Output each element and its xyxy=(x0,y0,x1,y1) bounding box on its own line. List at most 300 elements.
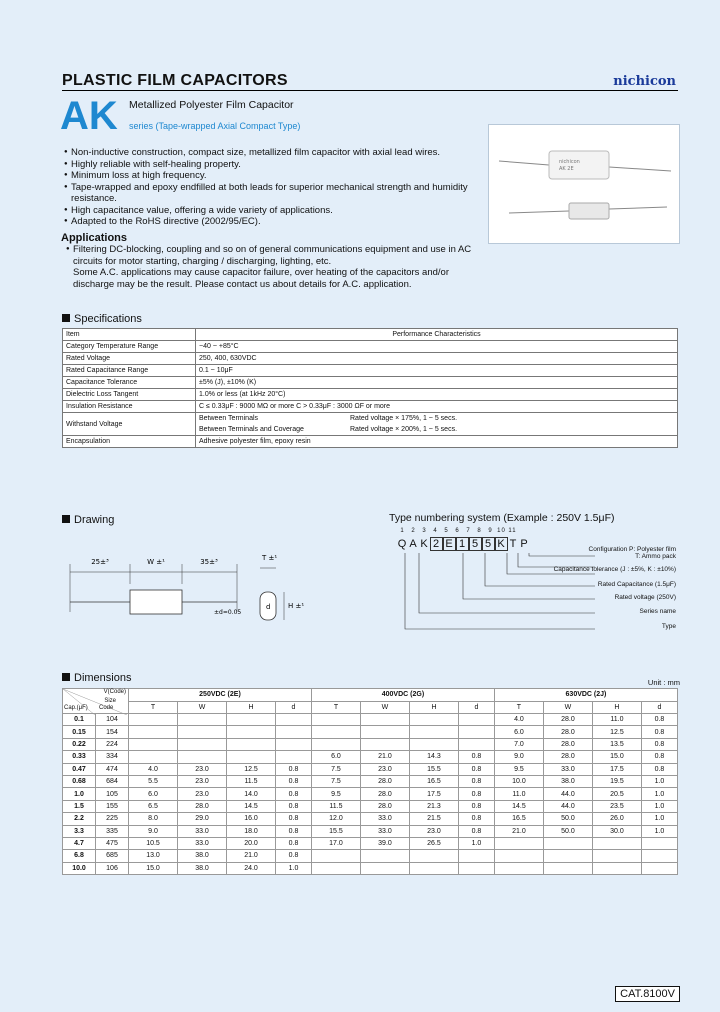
table-cell: 44.0 xyxy=(543,800,592,812)
table-row xyxy=(63,862,678,874)
table-cell: 0.8 xyxy=(276,813,312,825)
table-cell: 475 xyxy=(96,837,129,849)
series-code: AK xyxy=(60,94,118,138)
table-cell: 17.5 xyxy=(409,788,458,800)
table-cell: 18.0 xyxy=(227,825,276,837)
table-cell: 5.5 xyxy=(129,775,178,787)
table-cell: 29.0 xyxy=(178,813,227,825)
table-cell: 684 xyxy=(96,775,129,787)
table-cell: 106 xyxy=(96,862,129,874)
table-header: W xyxy=(178,701,227,714)
table-cell: 50.0 xyxy=(543,813,592,825)
table-cell xyxy=(311,862,360,874)
table-row xyxy=(63,825,678,837)
table-cell: 10.0 xyxy=(494,775,543,787)
position-number: 4 xyxy=(433,528,438,534)
corner-label: V(Code) xyxy=(103,689,126,695)
table-cell: 28.0 xyxy=(543,738,592,750)
specifications-heading xyxy=(62,313,142,325)
position-number: 6 xyxy=(455,528,460,534)
table-row xyxy=(63,353,678,365)
table-cell: −40 ~ +85°C xyxy=(196,341,678,353)
table-cell: 33.0 xyxy=(178,825,227,837)
dim-label: T ±¹ xyxy=(262,554,278,562)
table-cell: 38.0 xyxy=(178,850,227,862)
table-cell: 28.0 xyxy=(178,800,227,812)
table-cell: 685 xyxy=(96,850,129,862)
table-cell: 12.5 xyxy=(227,763,276,775)
table-cell: Rated Capacitance Range xyxy=(63,365,196,377)
list-item: ● High capacitance value, offering a wide variety of applications. xyxy=(64,205,484,217)
table-header: T xyxy=(129,701,178,714)
table-cell xyxy=(276,751,312,763)
table-cell: 11.0 xyxy=(494,788,543,800)
page-title: PLASTIC FILM CAPACITORS xyxy=(62,72,288,89)
dim-label: 35±³ xyxy=(200,558,218,566)
code-char: 5 xyxy=(469,537,482,551)
table-cell: 1.0 xyxy=(641,800,677,812)
table-cell: 14.5 xyxy=(227,800,276,812)
table-cell: 0.8 xyxy=(276,850,312,862)
code-char: 1 xyxy=(456,537,469,551)
code-char: A xyxy=(409,538,418,550)
table-cell xyxy=(458,726,494,738)
table-row xyxy=(63,738,678,750)
list-item: ● Adapted to the RoHS directive (2002/95/EC). xyxy=(64,216,484,228)
table-cell xyxy=(409,714,458,726)
table-cell xyxy=(129,738,178,750)
table-header: Performance Characteristics xyxy=(196,329,678,341)
label-capacitance: Rated Capacitance (1.5μF) xyxy=(597,581,676,588)
table-cell xyxy=(178,714,227,726)
table-cell: 17.0 xyxy=(311,837,360,849)
table-cell: 4.0 xyxy=(494,714,543,726)
section-title: Dimensions xyxy=(74,672,132,684)
table-row xyxy=(63,714,678,726)
product-subtitle: Metallized Polyester Film Capacitor xyxy=(129,99,294,111)
label-series: Series name xyxy=(639,608,676,615)
table-cell xyxy=(543,850,592,862)
position-number: 9 xyxy=(488,528,493,534)
table-cell: 154 xyxy=(96,726,129,738)
table-cell: Insulation Resistance xyxy=(63,401,196,413)
table-cell: 15.5 xyxy=(311,825,360,837)
table-cell: Category Temperature Range xyxy=(63,341,196,353)
table-cell: 13.5 xyxy=(592,738,641,750)
brand-logo: nichicon xyxy=(613,74,676,89)
table-cell xyxy=(360,850,409,862)
table-cell: 23.0 xyxy=(360,763,409,775)
section-marker-icon xyxy=(62,673,70,681)
label-configuration xyxy=(540,546,676,560)
table-cell: 155 xyxy=(96,800,129,812)
dim-label: H ±¹ xyxy=(288,602,305,610)
table-row xyxy=(63,800,678,812)
label-text: T: Ammo pack xyxy=(635,553,676,560)
table-cell: 0.8 xyxy=(641,751,677,763)
table-cell: 250, 400, 630VDC xyxy=(196,353,678,365)
capacitor-body xyxy=(130,590,182,614)
table-cell: 23.0 xyxy=(178,763,227,775)
applications-note: Some A.C. applications may cause capacitor failure, over heating of the capacitors and/or discharge may be the result. Please contact us about details for A.C. application. xyxy=(73,267,449,290)
table-cell: 24.0 xyxy=(227,862,276,874)
table-cell: 105 xyxy=(96,788,129,800)
table-cell xyxy=(276,726,312,738)
table-cell: 21.0 xyxy=(360,751,409,763)
table-cell: 6.5 xyxy=(129,800,178,812)
table-cell: 0.8 xyxy=(641,763,677,775)
table-header: W xyxy=(543,701,592,714)
section-marker-icon xyxy=(62,314,70,322)
table-cell: Rated voltage × 175%, 1 ~ 5 secs. xyxy=(347,413,678,425)
table-row xyxy=(63,389,678,401)
voltage-group-header: 630VDC (2J) xyxy=(494,689,677,702)
table-row xyxy=(63,788,678,800)
applications-text xyxy=(66,244,486,290)
table-cell: 33.0 xyxy=(360,813,409,825)
table-cell: 0.33 xyxy=(63,751,96,763)
table-cell: 23.0 xyxy=(178,775,227,787)
table-cell: 44.0 xyxy=(543,788,592,800)
table-cell: 28.0 xyxy=(543,751,592,763)
table-cell xyxy=(409,726,458,738)
table-cell: 0.8 xyxy=(276,775,312,787)
table-cell: 8.0 xyxy=(129,813,178,825)
table-cell: 39.0 xyxy=(360,837,409,849)
title-rule xyxy=(62,90,678,91)
table-cell: 20.5 xyxy=(592,788,641,800)
table-cell xyxy=(178,738,227,750)
table-cell: Encapsulation xyxy=(63,436,196,448)
table-cell xyxy=(543,837,592,849)
table-cell xyxy=(360,862,409,874)
applications-bullet: ● Filtering DC-blocking, coupling and so on of general communications equipment and use in AC circuits for motor starting, charging / discharging, lighting, etc. xyxy=(66,244,486,267)
table-cell: 4.0 xyxy=(129,763,178,775)
table-cell xyxy=(494,837,543,849)
table-header: H xyxy=(409,701,458,714)
table-cell: 2.2 xyxy=(63,813,96,825)
table-cell: Dielectric Loss Tangent xyxy=(63,389,196,401)
table-cell: 0.8 xyxy=(458,800,494,812)
feature-list xyxy=(64,147,484,228)
dim-label: W ±¹ xyxy=(147,558,165,566)
voltage-group-header: 400VDC (2G) xyxy=(311,689,494,702)
table-cell xyxy=(592,850,641,862)
table-cell: 21.5 xyxy=(409,813,458,825)
label-text: P: Polyester film xyxy=(629,546,676,553)
position-number: 3 xyxy=(422,528,427,534)
table-cell: 7.0 xyxy=(494,738,543,750)
table-row xyxy=(63,377,678,389)
table-cell xyxy=(178,751,227,763)
code-char: K xyxy=(420,538,429,550)
svg-text:nichicon: nichicon xyxy=(559,159,580,165)
table-cell: 1.0 xyxy=(458,837,494,849)
table-cell xyxy=(360,726,409,738)
table-cell xyxy=(311,850,360,862)
dimensions-table xyxy=(62,688,678,875)
table-cell: 26.5 xyxy=(409,837,458,849)
table-cell: 12.0 xyxy=(311,813,360,825)
table-cell: 0.8 xyxy=(276,837,312,849)
table-cell: C ≤ 0.33μF : 9000 MΩ or more C > 0.33μF : 3000 ΩF or more xyxy=(196,401,678,413)
table-cell: 1.5 xyxy=(63,800,96,812)
position-number: 10 xyxy=(497,528,506,534)
table-cell xyxy=(129,751,178,763)
table-cell: 14.0 xyxy=(227,788,276,800)
table-header: W xyxy=(360,701,409,714)
position-number: 7 xyxy=(466,528,471,534)
table-cell: 23.0 xyxy=(409,825,458,837)
table-cell: 3.3 xyxy=(63,825,96,837)
table-cell: Withstand Voltage xyxy=(63,413,196,436)
table-cell: 1.0% or less (at 1kHz 20°C) xyxy=(196,389,678,401)
table-row xyxy=(63,341,678,353)
table-cell: 0.8 xyxy=(458,788,494,800)
table-row xyxy=(63,837,678,849)
table-cell xyxy=(227,714,276,726)
table-cell: 0.8 xyxy=(641,726,677,738)
table-cell: 4.7 xyxy=(63,837,96,849)
table-cell: 11.0 xyxy=(592,714,641,726)
table-corner xyxy=(63,689,129,714)
table-cell: 14.5 xyxy=(494,800,543,812)
code-char: T xyxy=(509,538,518,550)
table-cell: 0.8 xyxy=(641,738,677,750)
table-cell: 23.5 xyxy=(592,800,641,812)
table-cell: 225 xyxy=(96,813,129,825)
table-cell: 21.3 xyxy=(409,800,458,812)
svg-text:AK 2E: AK 2E xyxy=(559,166,574,172)
table-row xyxy=(63,763,678,775)
table-cell: 0.8 xyxy=(458,763,494,775)
type-code xyxy=(397,537,530,551)
table-row xyxy=(63,775,678,787)
table-cell xyxy=(227,751,276,763)
table-cell: Between Terminals and Coverage xyxy=(196,424,348,436)
table-cell xyxy=(641,850,677,862)
table-cell: Rated Voltage xyxy=(63,353,196,365)
table-cell xyxy=(311,738,360,750)
table-cell: 15.0 xyxy=(129,862,178,874)
table-cell xyxy=(360,738,409,750)
table-cell: 9.0 xyxy=(494,751,543,763)
table-header: H xyxy=(592,701,641,714)
dimension-drawing xyxy=(62,540,322,650)
list-item: ● Non-inductive construction, compact size, metallized film capacitor with axial lead wires. xyxy=(64,147,484,159)
table-cell xyxy=(458,850,494,862)
table-cell: 334 xyxy=(96,751,129,763)
table-cell: 15.5 xyxy=(409,763,458,775)
table-row xyxy=(63,751,678,763)
table-cell: Adhesive polyester film, epoxy resin xyxy=(196,436,678,448)
table-cell: 1.0 xyxy=(641,825,677,837)
position-number: 8 xyxy=(477,528,482,534)
table-cell xyxy=(311,726,360,738)
table-cell: ±5% (J), ±10% (K) xyxy=(196,377,678,389)
table-cell xyxy=(409,862,458,874)
table-row xyxy=(63,701,678,714)
table-cell: 0.8 xyxy=(276,825,312,837)
table-cell: 13.0 xyxy=(129,850,178,862)
table-cell: Capacitance Tolerance xyxy=(63,377,196,389)
table-header: Item xyxy=(63,329,196,341)
table-cell: 9.0 xyxy=(129,825,178,837)
table-cell xyxy=(227,726,276,738)
corner-label: Size xyxy=(104,698,116,704)
table-cell xyxy=(129,726,178,738)
table-cell: 15.0 xyxy=(592,751,641,763)
table-row xyxy=(63,401,678,413)
table-cell: 28.0 xyxy=(543,726,592,738)
table-cell: 1.0 xyxy=(63,788,96,800)
table-header: d xyxy=(641,701,677,714)
catalog-number: CAT.8100V xyxy=(615,986,680,1002)
table-cell: Between Terminals xyxy=(196,413,348,425)
voltage-group-header: 250VDC (2E) xyxy=(129,689,312,702)
table-cell: 0.68 xyxy=(63,775,96,787)
table-cell: 38.0 xyxy=(543,775,592,787)
label-voltage: Rated voltage (250V) xyxy=(614,594,676,601)
table-header: H xyxy=(227,701,276,714)
table-cell: 28.0 xyxy=(360,788,409,800)
position-number: 1 xyxy=(400,528,405,534)
table-cell: 21.0 xyxy=(227,850,276,862)
table-cell: 0.8 xyxy=(458,813,494,825)
table-cell: Rated voltage × 200%, 1 ~ 5 secs. xyxy=(347,424,678,436)
label-text: Configuration xyxy=(588,546,628,553)
table-cell xyxy=(276,714,312,726)
table-cell xyxy=(178,726,227,738)
table-cell: 0.47 xyxy=(63,763,96,775)
list-item: ● Tape-wrapped and epoxy endfilled at both leads for superior mechanical strength and humidity resistance. xyxy=(64,182,484,205)
table-cell: 224 xyxy=(96,738,129,750)
table-header: d xyxy=(276,701,312,714)
table-row xyxy=(63,413,678,425)
table-cell: 9.5 xyxy=(494,763,543,775)
position-number: 11 xyxy=(508,528,517,534)
table-cell xyxy=(458,862,494,874)
table-cell: 9.5 xyxy=(311,788,360,800)
label-tolerance: Capacitance tolerance (J : ±5%, K : ±10%) xyxy=(553,566,676,573)
table-cell: 17.5 xyxy=(592,763,641,775)
table-cell: 23.0 xyxy=(178,788,227,800)
dimensions-body xyxy=(63,714,678,875)
table-cell: 0.8 xyxy=(641,714,677,726)
dim-label: 25±³ xyxy=(91,558,109,566)
lead-label: ±d=0.05 xyxy=(214,609,242,616)
table-cell: 16.0 xyxy=(227,813,276,825)
table-header: T xyxy=(494,701,543,714)
table-cell: 1.0 xyxy=(276,862,312,874)
table-cell xyxy=(360,714,409,726)
code-char: E xyxy=(443,537,456,551)
table-cell: 14.3 xyxy=(409,751,458,763)
table-cell xyxy=(458,738,494,750)
table-row xyxy=(63,436,678,448)
table-cell: 6.0 xyxy=(129,788,178,800)
table-cell: 1.0 xyxy=(641,813,677,825)
table-cell: 11.5 xyxy=(227,775,276,787)
table-row xyxy=(63,365,678,377)
table-cell: 0.8 xyxy=(276,763,312,775)
corner-label: Cap.(μF) xyxy=(64,705,88,711)
table-row xyxy=(63,689,678,702)
table-cell: 21.0 xyxy=(494,825,543,837)
table-cell: 16.5 xyxy=(494,813,543,825)
type-numbering-heading: Type numbering system (Example : 250V 1.5μF) xyxy=(389,512,615,524)
product-photo xyxy=(488,124,680,244)
table-row xyxy=(63,726,678,738)
table-cell: 1.0 xyxy=(641,788,677,800)
table-cell: 0.8 xyxy=(458,751,494,763)
table-cell: 0.1 ~ 10μF xyxy=(196,365,678,377)
table-cell: 33.0 xyxy=(543,763,592,775)
table-row xyxy=(63,329,678,341)
corner-label: Code xyxy=(99,705,114,711)
position-number: 2 xyxy=(411,528,416,534)
table-cell: 6.0 xyxy=(494,726,543,738)
capacitor-illustration xyxy=(489,125,679,243)
table-cell xyxy=(494,862,543,874)
table-cell: 6.8 xyxy=(63,850,96,862)
table-cell: 6.0 xyxy=(311,751,360,763)
table-row xyxy=(63,850,678,862)
table-cell: 38.0 xyxy=(178,862,227,874)
list-item: ● Minimum loss at high frequency. xyxy=(64,170,484,182)
table-cell xyxy=(276,738,312,750)
table-cell: 28.0 xyxy=(360,800,409,812)
unit-label: Unit : mm xyxy=(647,678,680,687)
table-cell xyxy=(592,837,641,849)
table-cell: 28.0 xyxy=(360,775,409,787)
section-title: Drawing xyxy=(74,514,115,526)
table-cell: 28.0 xyxy=(543,714,592,726)
position-numbers xyxy=(397,528,518,534)
table-cell: 7.5 xyxy=(311,763,360,775)
table-cell xyxy=(494,850,543,862)
table-cell: 7.5 xyxy=(311,775,360,787)
table-row xyxy=(63,813,678,825)
table-cell: 0.8 xyxy=(458,825,494,837)
series-description: series (Tape-wrapped Axial Compact Type) xyxy=(129,121,301,131)
table-cell xyxy=(641,862,677,874)
table-cell xyxy=(592,862,641,874)
code-char: 5 xyxy=(482,537,495,551)
table-cell: 0.22 xyxy=(63,738,96,750)
table-cell xyxy=(129,714,178,726)
table-cell: 0.15 xyxy=(63,726,96,738)
table-cell: 10.5 xyxy=(129,837,178,849)
table-cell: 20.0 xyxy=(227,837,276,849)
table-cell: 0.8 xyxy=(276,800,312,812)
table-cell xyxy=(409,850,458,862)
table-cell xyxy=(311,714,360,726)
table-header: d xyxy=(458,701,494,714)
table-cell: 12.5 xyxy=(592,726,641,738)
table-cell: 19.5 xyxy=(592,775,641,787)
applications-heading: Applications xyxy=(61,232,128,244)
drawing-heading xyxy=(62,514,114,526)
table-cell xyxy=(641,837,677,849)
list-item: ● Highly reliable with self-healing property. xyxy=(64,159,484,171)
table-cell: 30.0 xyxy=(592,825,641,837)
table-cell: 0.1 xyxy=(63,714,96,726)
table-cell: 10.0 xyxy=(63,862,96,874)
position-number: 5 xyxy=(444,528,449,534)
table-cell: 104 xyxy=(96,714,129,726)
specifications-table xyxy=(62,328,678,448)
